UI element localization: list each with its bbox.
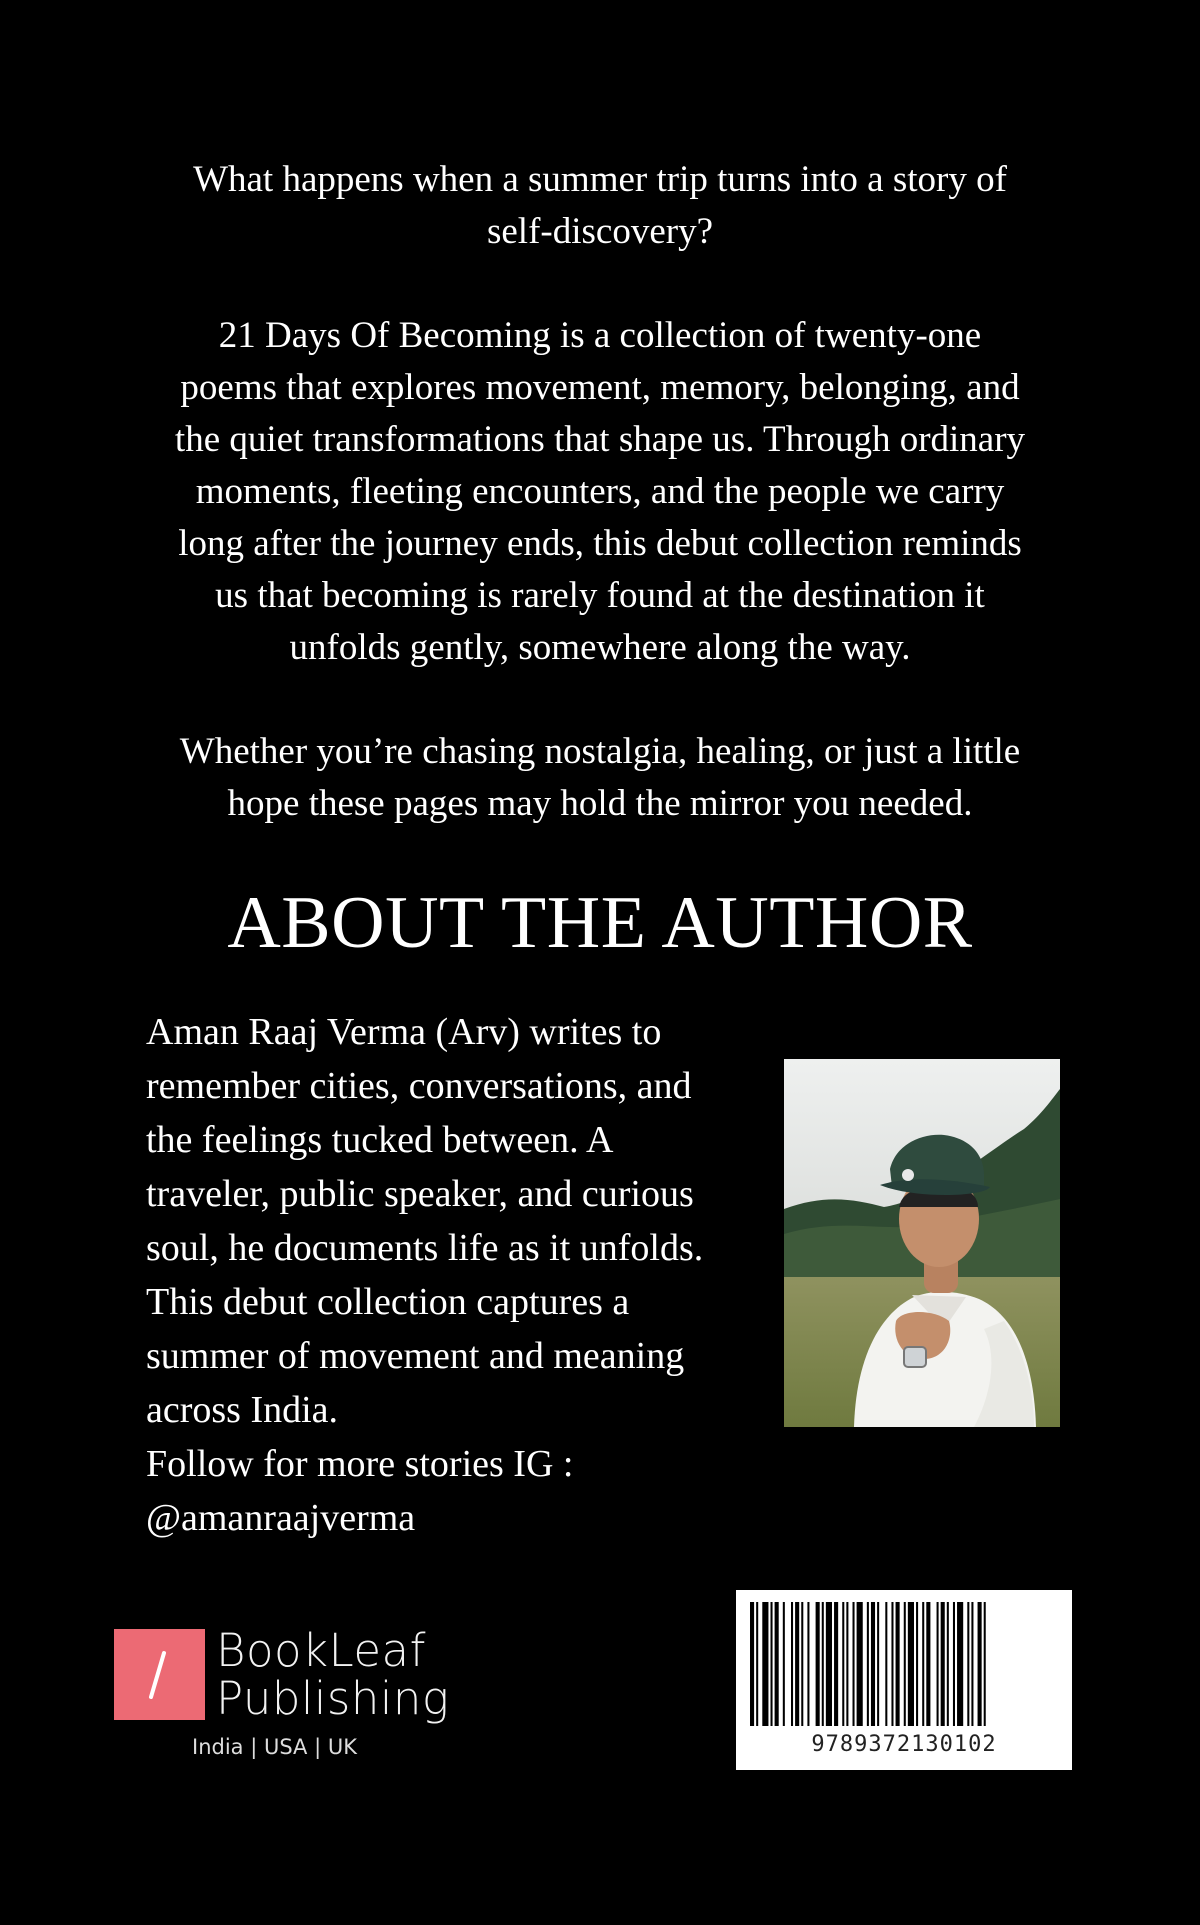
barcode-bar: [826, 1602, 832, 1726]
publisher-name: [216, 1624, 450, 1725]
barcode-bar: [978, 1602, 982, 1726]
publisher-name-line: BookLeaf: [216, 1624, 426, 1677]
author-photo: [784, 1059, 1060, 1427]
barcode-bar: [756, 1602, 758, 1726]
barcode-bar: [846, 1602, 848, 1726]
barcode-bar: [842, 1602, 844, 1726]
barcode-bar: [801, 1602, 803, 1726]
publisher-logo: [112, 1624, 452, 1767]
bio-line: remember cities, conversations, and: [146, 1065, 692, 1107]
bio-line: Follow for more stories IG :: [146, 1443, 574, 1485]
isbn-barcode: [736, 1590, 1072, 1770]
barcode-bar: [941, 1602, 945, 1726]
barcode-bar: [896, 1602, 900, 1726]
bio-line: across India.: [146, 1389, 339, 1431]
barcode-bar: [857, 1602, 863, 1726]
barcode-bar: [871, 1602, 875, 1726]
barcode-bar: [904, 1602, 906, 1726]
bio-line: traveler, public speaker, and curious: [146, 1173, 694, 1215]
back-cover-blurb: [130, 154, 1070, 882]
bio-line: This debut collection captures a: [146, 1281, 630, 1323]
barcode-bar: [957, 1602, 963, 1726]
blurb-line: the quiet transformations that shape us. Through ordinary: [174, 419, 1026, 460]
barcode-bar: [783, 1602, 785, 1726]
barcode-bar: [877, 1602, 879, 1726]
barcode-bar: [853, 1602, 855, 1726]
blurb-question-line: self-discovery?: [486, 211, 713, 252]
publisher-slash-icon: [114, 1629, 205, 1720]
blurb-question-line: What happens when a summer trip turns into a story of: [193, 159, 1007, 200]
blurb-line: long after the journey ends, this debut collection reminds: [178, 523, 1022, 564]
blurb-line: Whether you’re chasing nostalgia, healing, or just a little: [179, 731, 1021, 772]
blurb-closing: [130, 726, 1070, 830]
barcode-bar: [953, 1602, 955, 1726]
blurb-line: us that becoming is rarely found at the destination it: [215, 575, 985, 616]
barcode-bar: [926, 1602, 930, 1726]
bio-line: summer of movement and meaning: [146, 1335, 685, 1377]
blurb-question: [130, 154, 1070, 258]
barcode-bar: [885, 1602, 887, 1726]
barcode-bar: [750, 1602, 754, 1726]
barcode-bars: [750, 1602, 1058, 1726]
barcode-bar: [771, 1602, 773, 1726]
author-bio: [146, 1005, 786, 1545]
blurb-line: hope these pages may hold the mirror you needed.: [227, 783, 973, 824]
barcode-bar: [916, 1602, 918, 1726]
blurb-line: moments, fleeting encounters, and the people we carry: [195, 471, 1005, 512]
bio-line: the feelings tucked between. A: [146, 1119, 614, 1161]
barcode-bar: [791, 1602, 793, 1726]
blurb-description: [130, 310, 1070, 674]
barcode-bar: [822, 1602, 824, 1726]
blurb-line: poems that explores movement, memory, belonging, and: [180, 367, 1020, 408]
barcode-bar: [967, 1602, 969, 1726]
bio-line: soul, he documents life as it unfolds.: [146, 1227, 704, 1269]
bio-line: Aman Raaj Verma (Arv) writes to: [146, 1011, 662, 1053]
barcode-bar: [807, 1602, 809, 1726]
barcode-bar: [922, 1602, 924, 1726]
barcode-bar: [971, 1602, 973, 1726]
barcode-bar: [816, 1602, 820, 1726]
publisher-name-line: Publishing: [216, 1672, 450, 1725]
barcode-bar: [937, 1602, 939, 1726]
barcode-bar: [795, 1602, 799, 1726]
isbn-number: 9789372130102: [811, 1732, 997, 1757]
about-author-heading: ABOUT THE AUTHOR: [227, 882, 973, 964]
barcode-bar: [908, 1602, 914, 1726]
barcode-bar: [891, 1602, 893, 1726]
publisher-regions: India | USA | UK: [192, 1735, 357, 1759]
barcode-bar: [984, 1602, 986, 1726]
barcode-bar: [947, 1602, 949, 1726]
barcode-bar: [775, 1602, 779, 1726]
blurb-line: unfolds gently, somewhere along the way.: [289, 627, 911, 668]
barcode-bar: [867, 1602, 869, 1726]
barcode-bar: [834, 1602, 838, 1726]
barcode-bar: [762, 1602, 768, 1726]
instagram-handle: @amanraajverma: [146, 1497, 416, 1539]
blurb-line: 21 Days Of Becoming is a collection of twenty-one: [218, 315, 982, 356]
